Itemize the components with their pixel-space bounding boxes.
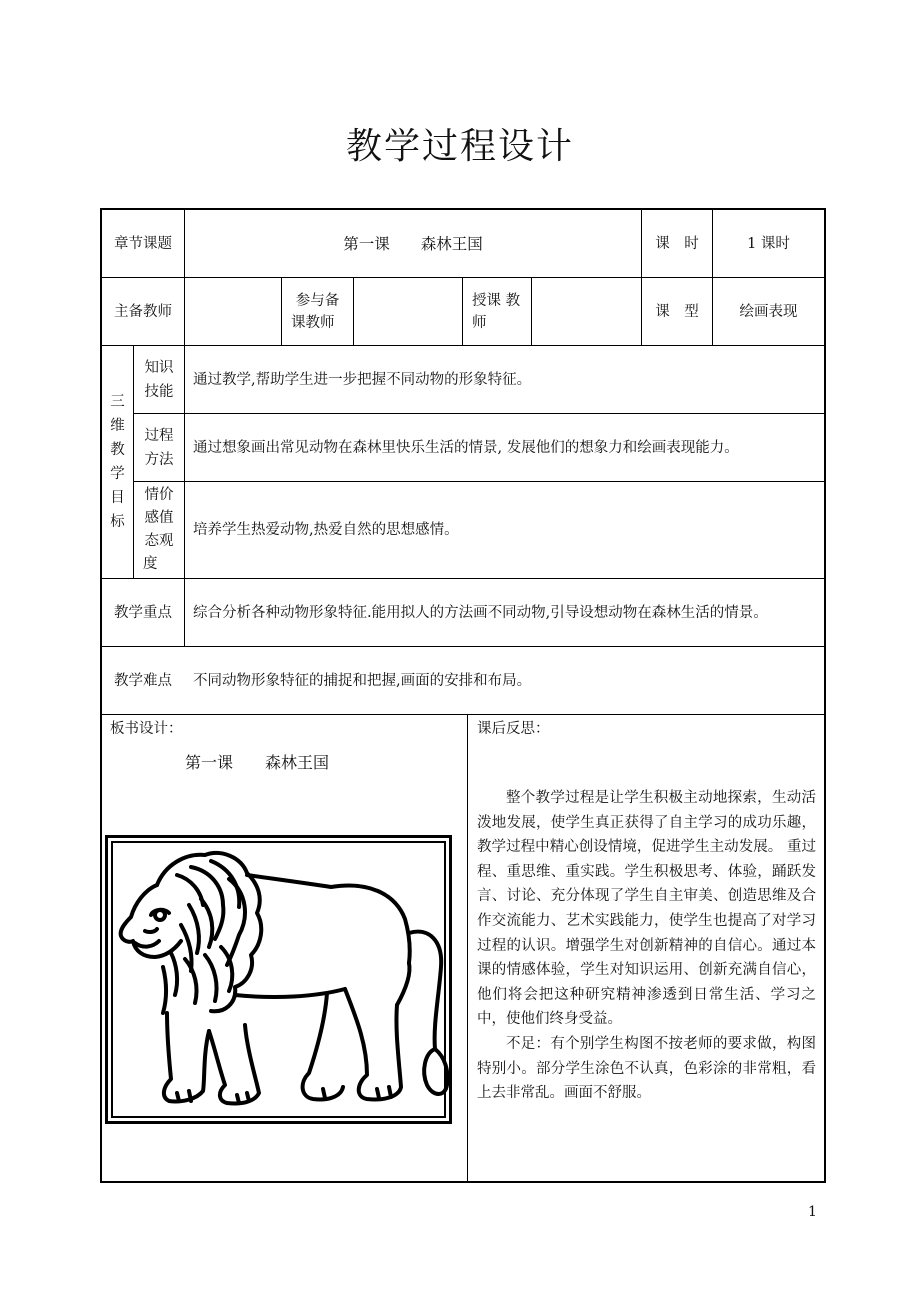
teaching-teacher-line2: 师 — [472, 314, 487, 331]
goal-label-line: 方法 — [144, 451, 174, 468]
page-number: 1 — [808, 1204, 817, 1220]
type-label: 课 型 — [655, 303, 699, 320]
page-title: 教学过程设计 — [345, 126, 574, 167]
chapter-value: 第一课 森林王国 — [343, 234, 483, 253]
goals-label — [102, 346, 133, 578]
goal-knowledge-label — [134, 346, 184, 413]
reflection-paragraph: 不足：有个别学生构图不按老师的要求做，构图特别小。部分学生涂色不认真，色彩涂的非常粗，看上去非常乱。画面不舒服。 — [477, 1035, 816, 1102]
goal-label-line: 过程 — [144, 427, 174, 444]
board-label: 板书设计： — [110, 721, 183, 737]
goals-label-char: 学 — [110, 466, 125, 482]
goal-label-line: 技能 — [144, 383, 174, 400]
teaching-teacher-value — [532, 278, 641, 345]
chapter-label: 章节课题 — [114, 235, 172, 252]
main-teacher-value — [185, 278, 281, 345]
co-prep-value — [354, 278, 462, 345]
teaching-teacher-label — [463, 278, 531, 345]
goal-label-line: 度 — [143, 556, 158, 572]
board-title: 第一课 森林王国 — [185, 753, 330, 772]
goal-label-line: 感值 — [144, 510, 174, 526]
goal-attitude-label — [134, 482, 184, 578]
goal-label-line: 情价 — [144, 487, 174, 503]
goal-attitude-text: 培养学生热爱动物,热爱自然的思想感情。 — [193, 522, 459, 538]
goal-label-line: 态观 — [144, 533, 174, 549]
reflection-paragraph: 整个教学过程是让学生积极主动地探索，生动活泼地发展，使学生真正获得了自主学习的成功乐趣，教学过程中精心创设情境，促进学生主动发展。 重过程、重思维、重实践。学生积极思考、体验，踊跃发言、讨论、充分体现了学生自主审美、创造思维及合作交流能力、艺术实践能力，使学生也提高了对学习过程的认识。增强学生对创新精神的自信心。通过本课的情感体验，学生对知识运用、创新充满自信心，他们将会把这种研究精神渗透到日常生活、学习之中，使他们终身受益。 — [477, 790, 816, 1028]
co-prep-label — [282, 278, 353, 345]
difficulty-text: 不同动物形象特征的捕捉和把握,画面的安排和布局。 — [193, 672, 532, 689]
difficulty-label: 教学难点 — [114, 672, 172, 689]
main-teacher-label: 主备教师 — [114, 303, 172, 320]
co-prep-line2: 课教师 — [291, 314, 335, 331]
key-point-text: 综合分析各种动物形象特征.能用拟人的方法画不同动物,引导设想动物在森林生活的情景。 — [193, 604, 768, 621]
goals-label-char: 三 — [110, 394, 125, 410]
co-prep-line1: 参与备 — [295, 292, 340, 309]
goals-label-char: 教 — [110, 442, 125, 458]
goal-label-line: 知识 — [144, 359, 174, 376]
goals-label-char: 维 — [110, 418, 125, 434]
goal-knowledge-text: 通过教学,帮助学生进一步把握不同动物的形象特征。 — [193, 371, 532, 388]
goal-process-text: 通过想象画出常见动物在森林里快乐生活的情景, 发展他们的想象力和绘画表现能力。 — [193, 439, 739, 456]
reflection-label: 课后反思： — [477, 721, 550, 737]
goals-label-char: 标 — [110, 514, 125, 530]
reflection-body — [477, 786, 816, 1106]
goal-process-label — [134, 414, 184, 481]
key-point-label: 教学重点 — [114, 604, 172, 621]
type-value: 绘画表现 — [739, 303, 798, 320]
hours-value: 1 课时 — [747, 235, 790, 252]
hours-label: 课 时 — [655, 235, 699, 252]
goals-label-char: 目 — [110, 490, 125, 506]
lion-drawing-icon — [105, 835, 452, 1124]
teaching-teacher-line1: 授课 教 — [472, 292, 521, 309]
